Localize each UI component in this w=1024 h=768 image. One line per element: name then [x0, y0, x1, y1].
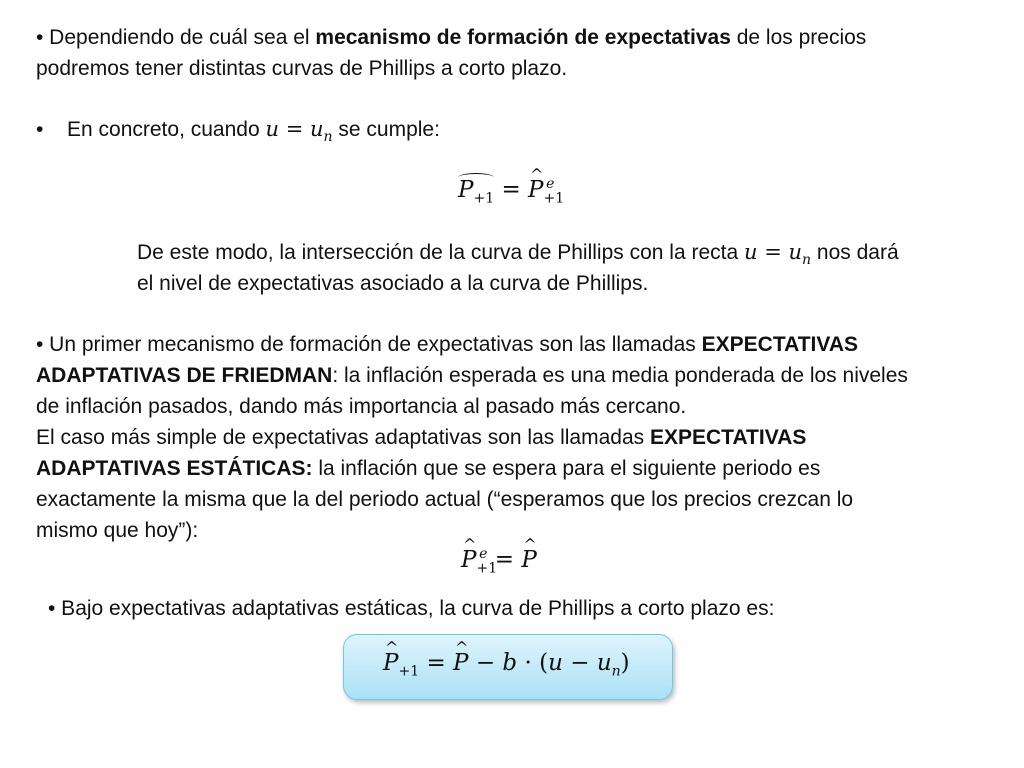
bold-text: EXPECTATIVAS [701, 333, 859, 356]
text: El caso más simple de expectativas adaptativas son las llamadas [36, 426, 650, 449]
text: : la inflación esperada es una media ponderada de los niveles [332, 364, 908, 387]
text: • Dependiendo de cuál sea el [36, 26, 316, 49]
inline-equation: $u = u_n$ [265, 117, 333, 146]
bullet-3-line-3: de inflación pasados, dando más importancia al pasado más cercano. [36, 395, 687, 418]
bullet-2-line [67, 114, 440, 153]
bullet-3-line-1 [36, 329, 858, 360]
bold-text: EXPECTATIVAS [649, 426, 807, 449]
bold-text: ADAPTATIVAS DE FRIEDMAN [36, 364, 333, 387]
block-4-line-1 [36, 422, 806, 453]
inline-equation: $u = u_n$ [743, 240, 812, 269]
text: nos dará [811, 241, 899, 264]
bullet-1-line-2: podremos tener distintas curvas de Phillips a corto plazo. [36, 57, 568, 80]
equation-phillips-curve: P $\^{}_{+1} = P$ ^ − $b \cdot (u - u_n)$ [383, 650, 630, 680]
block-4-line-4: mismo que hoy”): [36, 519, 199, 542]
paragraph-line-2: el nivel de expectativas asociado a la curva de Phillips. [137, 272, 649, 295]
text: de los precios [730, 26, 867, 49]
bullet-2-dot: • [36, 118, 44, 141]
block-4-line-2 [36, 453, 820, 484]
bold-text: ADAPTATIVAS ESTÁTICAS: [36, 457, 313, 480]
equation-expectations-equal: $P_{+1} = P$ $\^{}_{+1}^e$ [458, 176, 554, 206]
bold-text: mecanismo de formación de expectativas [315, 26, 731, 49]
bullet-3-line-2 [36, 360, 908, 391]
text: En concreto, cuando [67, 118, 266, 141]
block-4-line-3: exactamente la misma que la del periodo actual (“esperamos que los precios crezcan lo [36, 488, 854, 511]
text: • Un primer mecanismo de formación de expectativas son las llamadas [36, 333, 702, 356]
text: De este modo, la intersección de la curva de Phillips con la recta [137, 241, 744, 264]
bullet-1-line-1 [36, 22, 866, 53]
text: la inflación que se espera para el siguiente periodo es [312, 457, 821, 480]
equation-static-expectations: P $\^{}_{+1}^e = P$ ^ [461, 546, 537, 576]
text: se cumple: [332, 118, 440, 141]
bullet-5-line: • Bajo expectativas adaptativas estáticas, la curva de Phillips a corto plazo es: [48, 597, 775, 620]
